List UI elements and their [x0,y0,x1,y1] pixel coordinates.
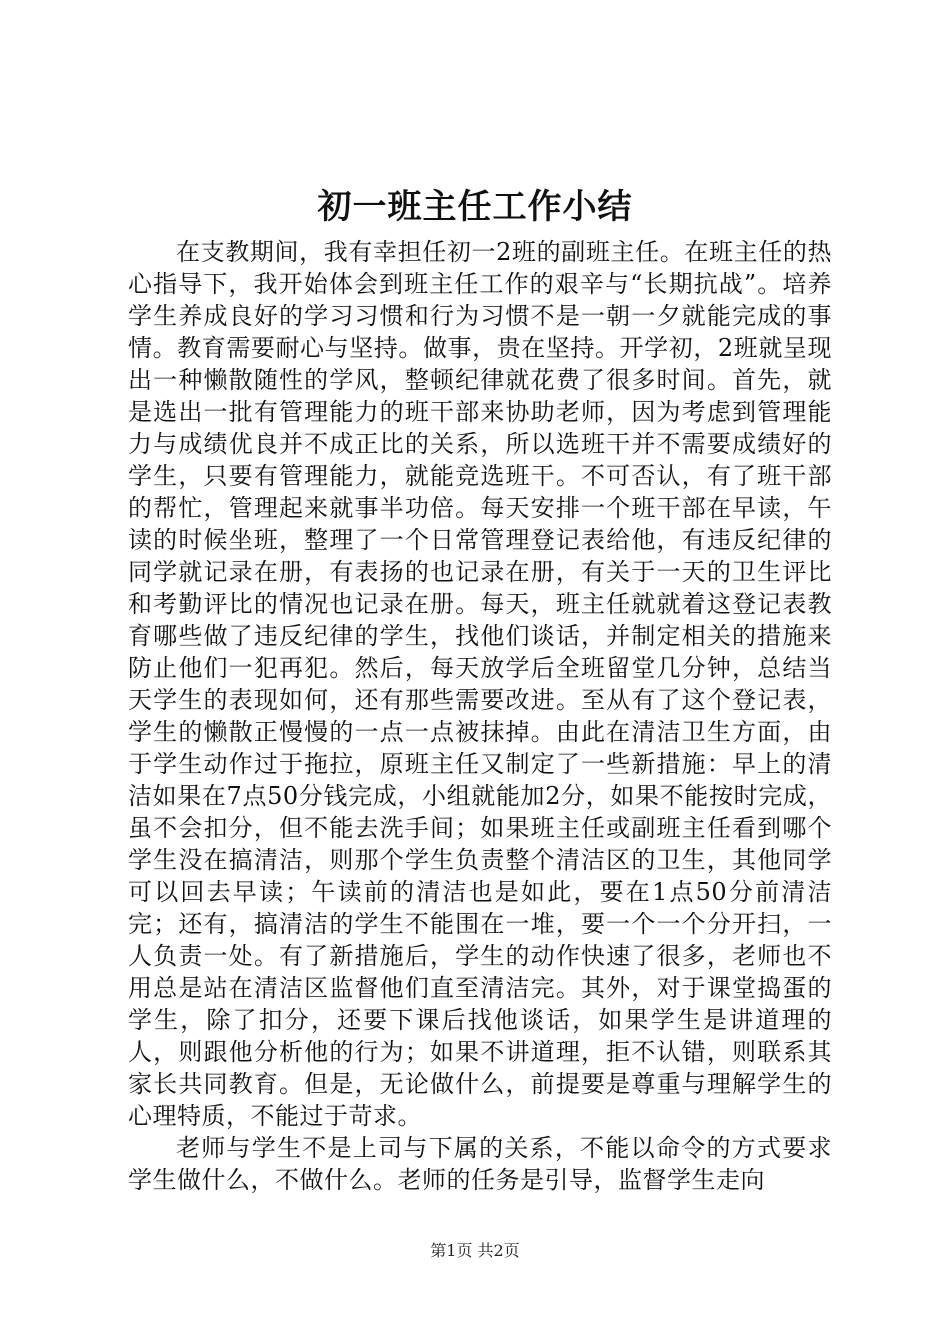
document-title: 初一班主任工作小结 [317,187,633,227]
document-body [128,236,832,1196]
body-paragraph-2: 老师与学生不是上司与下属的关系，不能以命令的方式要求学生做什么，不做什么。老师的任务是引导，监督学生走向 [128,1134,832,1194]
body-paragraph-1: 在支教期间，我有幸担任初一2班的副班主任。在班主任的热心指导下，我开始体会到班主任工作的艰辛与“长期抗战”。培养学生养成良好的学习习惯和行为习惯不是一朝一夕就能完成的事情。教育需要耐心与坚持。做事，贵在坚持。开学初，2班就呈现出一种懒散随性的学风，整顿纪律就花费了很多时间。首先，就是选出一批有管理能力的班干部来协助老师，因为考虑到管理能力与成绩优良并不成正比的关系，所以选班干并不需要成绩好的学生，只要有管理能力，就能竞选班干。不可否认，有了班干部的帮忙，管理起来就事半功倍。每天安排一个班干部在早读，午读的时候坐班，整理了一个日常管理登记表给他，有违反纪律的同学就记录在册，有表扬的也记录在册，有关于一天的卫生评比和考勤评比的情况也记录在册。每天，班主任就就着这登记表教育哪些做了违反纪律的学生，找他们谈话，并制定相关的措施来防止他们一犯再犯。然后，每天放学后全班留堂几分钟，总结当天学生的表现如何，还有那些需要改进。至从有了这个登记表，学生的懒散正慢慢的一点一点被抹掉。由此在清洁卫生方面，由于学生动作过于拖拉，原班主任又制定了一些新措施：早上的清洁如果在7点50分钱完成，小组就能加2分，如果不能按时完成，虽不会扣分，但不能去洗手间；如果班主任或副班主任看到哪个学生没在搞清洁，则那个学生负责整个清洁区的卫生，其他同学可以回去早读；午读前的清洁也是如此，要在1点50分前清洁完；还有，搞清洁的学生不能围在一堆，要一个一个分开扫，一人负责一处。有了新措施后，学生的动作快速了很多，老师也不用总是站在清洁区监督他们直至清洁完。其外，对于课堂捣蛋的学生，除了扣分，还要下课后找他谈话，如果学生是讲道理的人，则跟他分析他的行为；如果不讲道理，拒不认错，则联系其家长共同教育。但是，无论做什么，前提要是尊重与理解学生的心理特质，不能过于苛求。 [128,238,832,1130]
page-number-footer: 第1页 共2页 [430,1241,520,1260]
